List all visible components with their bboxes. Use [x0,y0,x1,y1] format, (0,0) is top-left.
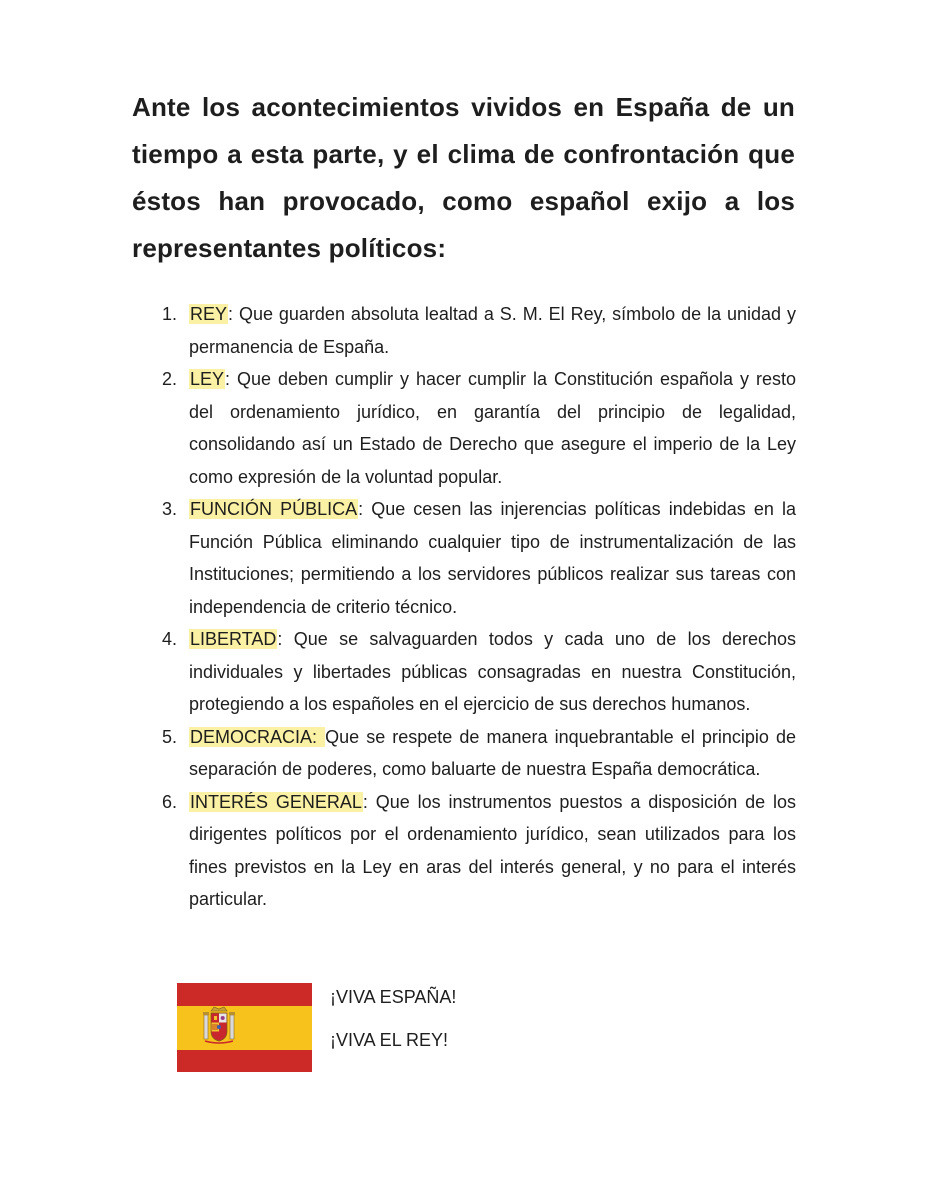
closing-slogans [330,985,456,1071]
item-number: 1. [162,304,178,324]
item-keyword: INTERÉS GENERAL [190,791,362,812]
item-number: 6. [162,791,178,812]
list-item [0,786,928,916]
slogan-viva-el-rey: ¡VIVA EL REY! [330,1030,449,1050]
item-text: : Que se salvaguarden todos y cada uno de los derechos individuales y libertades públicas consagradas en nuestra Constitución, protegiendo a los españoles en el ejercicio de sus derechos humanos. [189,629,796,714]
item-text: : Que guarden absoluta lealtad a S. M. El Rey, símbolo de la unidad y permanencia de España. [189,304,796,357]
item-body [189,623,796,721]
item-text: : Que los instrumentos puestos a disposición de los dirigentes políticos por el ordenamiento jurídico, sean utilizados para los fines previstos en la Ley en aras del interés general, y no para el interés particular. [189,791,796,909]
item-number: 5. [162,726,178,747]
item-text: : Que deben cumplir y hacer cumplir la Constitución española y resto del ordenamiento jurídico, en garantía del principio de legalidad, consolidando así un Estado de Derecho que asegure el imperio de la Ley como expresión de la voluntad popular. [189,369,796,487]
item-keyword: LIBERTAD [190,629,277,649]
item-number: 4. [162,629,178,649]
list-item [0,493,928,623]
item-keyword: FUNCIÓN PÚBLICA [190,499,358,519]
item-keyword: REY [190,304,228,324]
demands-list [0,298,928,916]
spain-flag [177,983,312,1072]
item-keyword: LEY [190,369,225,389]
item-body [189,721,796,786]
item-body [189,363,796,493]
item-text: : Que cesen las injerencias políticas indebidas en la Función Pública eliminando cualquier tipo de instrumentalización de las Instituciones; permitiendo a los servidores públicos realizar sus tareas con independencia de criterio técnico. [189,499,796,617]
item-keyword: DEMOCRACIA: [190,726,325,747]
item-body [189,786,796,916]
item-body [189,298,796,363]
item-text: Que se respete de manera inquebrantable el principio de separación de poderes, como baluarte de nuestra España democrática. [189,726,796,779]
list-item [0,298,928,363]
list-item [0,363,928,493]
list-item [0,623,928,721]
list-item [0,721,928,786]
intro-paragraph: Ante los acontecimientos vividos en España de un tiempo a esta parte, y el clima de confrontación que éstos han provocado, como español exijo a los representantes políticos: [132,92,795,263]
item-number: 3. [162,499,178,519]
item-number: 2. [162,369,178,389]
coat-of-arms-icon [201,1005,237,1049]
slogan-viva-espana: ¡VIVA ESPAÑA! [330,987,457,1007]
flag-yellow-band [177,1006,312,1050]
item-body [189,493,796,623]
